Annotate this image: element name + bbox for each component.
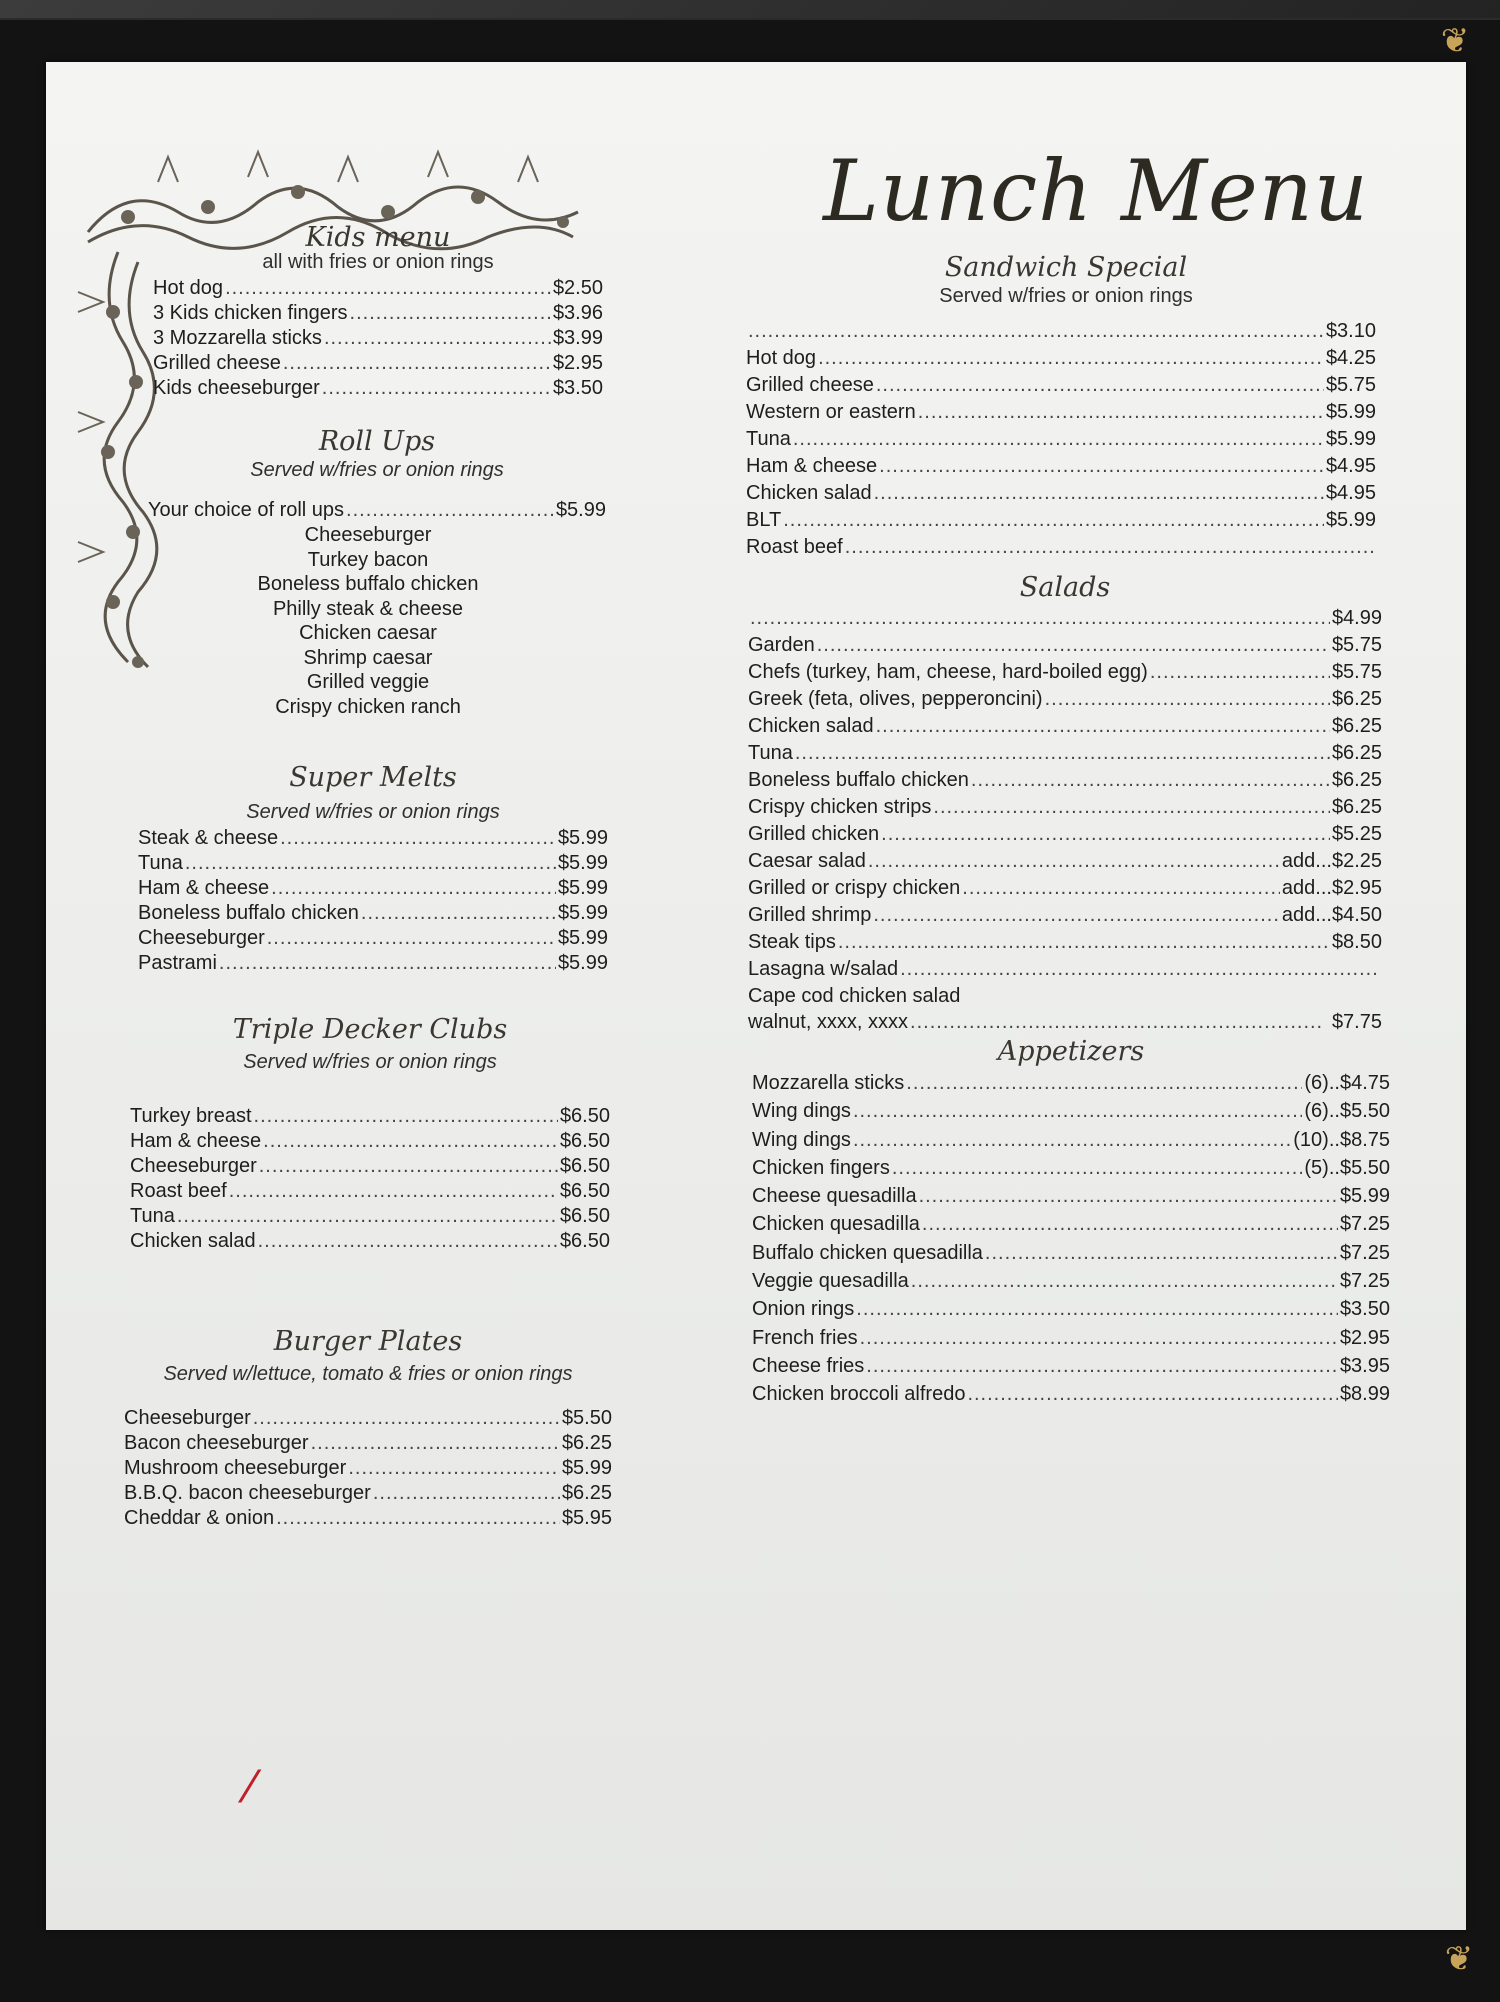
menu-item: Crispy chicken strips ..... $6.25 [748,794,1382,821]
appetizers-section [752,1036,1390,1409]
kids-section [153,222,603,401]
menu-item: French fries ..... $2.95 [752,1324,1390,1352]
appetizers-heading: Appetizers [997,1036,1145,1067]
rollup-choice: Grilled veggie [306,671,430,693]
menu-item: Wing dings ..... (6)..$5.50 [752,1097,1390,1125]
menu-item: Mushroom cheeseburger ..... $5.99 [124,1456,612,1481]
menu-item: Cheddar & onion ..... $5.95 [124,1506,612,1531]
menu-item: ..... $4.99 [748,605,1382,632]
melts-heading: Super Melts [289,762,457,793]
menu-item: Grilled cheese ..... $2.95 [153,351,603,376]
menu-item: Kids cheeseburger ..... $3.50 [153,376,603,401]
clubs-heading: Triple Decker Clubs [232,1014,508,1045]
menu-item: BLT ..... $5.99 [746,507,1376,534]
menu-item: Cheeseburger ..... $6.50 [130,1154,610,1179]
cape-cod-name: Cape cod chicken salad [748,985,961,1007]
rollup-choice: Crispy chicken ranch [275,695,461,718]
melts-section [138,762,608,976]
menu-item: Greek (feta, olives, pepperoncini) ..... $6.25 [748,686,1382,713]
rollup-choice: Turkey bacon [307,548,429,571]
menu-item: Garden ..... $5.75 [748,632,1382,659]
rollup-choice: Philly steak & cheese [272,597,464,620]
menu-item: Tuna ..... $6.50 [130,1204,610,1229]
kids-subtitle: all with fries or onion rings [262,251,494,273]
menu-item: Chicken salad ..... $6.25 [748,713,1382,740]
menu-item: Hot dog ..... $2.50 [153,276,603,301]
menu-item: Cheese fries ..... $3.95 [752,1352,1390,1380]
menu-item: Mozzarella sticks ..... (6)..$4.75 [752,1069,1390,1097]
rollups-subtitle: Served w/fries or onion rings [250,459,504,481]
menu-item: Western or eastern ..... $5.99 [746,399,1376,426]
rollup-choice: Shrimp caesar [303,646,433,669]
menu-item: Boneless buffalo chicken ..... $6.25 [748,767,1382,794]
menu-item: Chicken quesadilla ..... $7.25 [752,1210,1390,1238]
sandwich-section [746,252,1376,561]
melts-subtitle: Served w/fries or onion rings [246,801,500,823]
menu-item: Chicken broccoli alfredo ..... $8.99 [752,1380,1390,1408]
rollups-section [148,426,606,719]
clubs-section [130,1014,610,1254]
salads-section [748,572,1382,1036]
menu-item: Tuna ..... $6.25 [748,740,1382,767]
menu-item: 3 Kids chicken fingers ..... $3.96 [153,301,603,326]
rollup-choice: Cheeseburger [304,524,432,546]
menu-item: Pastrami ..... $5.99 [138,951,608,976]
menu-item: Onion rings ..... $3.50 [752,1295,1390,1323]
sandwich-subtitle: Served w/fries or onion rings [939,285,1193,307]
menu-item: Chicken salad ..... $4.95 [746,480,1376,507]
menu-item: B.B.Q. bacon cheeseburger ..... $6.25 [124,1481,612,1506]
menu-item: Caesar salad ..... add...$2.25 [748,848,1382,875]
menu-item: Wing dings ..... (10)..$8.75 [752,1126,1390,1154]
menu-item: Buffalo chicken quesadilla ..... $7.25 [752,1239,1390,1267]
menu-item: Grilled shrimp ..... add...$4.50 [748,902,1382,929]
menu-item: Ham & cheese ..... $5.99 [138,876,608,901]
sandwich-heading: Sandwich Special [944,252,1188,283]
menu-item: Boneless buffalo chicken ..... $5.99 [138,901,608,926]
menu-item: Grilled cheese ..... $5.75 [746,372,1376,399]
menu-item: walnut, xxxx, xxxx ..... $7.75 [748,1009,1382,1036]
menu-item: Steak tips ..... $8.50 [748,929,1382,956]
menu-item: Ham & cheese ..... $6.50 [130,1129,610,1154]
menu-item: Veggie quesadilla ..... $7.25 [752,1267,1390,1295]
menu-item: Tuna ..... $5.99 [746,426,1376,453]
menu-item: 3 Mozzarella sticks ..... $3.99 [153,326,603,351]
menu-item: Tuna ..... $5.99 [138,851,608,876]
clubs-subtitle: Served w/fries or onion rings [243,1051,497,1073]
burgers-heading: Burger Plates [273,1326,463,1357]
menu-item: Cheeseburger ..... $5.50 [124,1406,612,1431]
rollup-choice: Chicken caesar [299,622,437,644]
brass-corner-icon: ❦ [1440,22,1470,60]
menu-item: Ham & cheese ..... $4.95 [746,453,1376,480]
menu-item: Cheese quesadilla ..... $5.99 [752,1182,1390,1210]
kids-heading: Kids menu [305,222,451,253]
burgers-subtitle: Served w/lettuce, tomato & fries or onion rings [163,1363,573,1385]
salads-heading: Salads [1019,572,1111,603]
menu-item: Your choice of roll ups ..... $5.99 [148,498,606,523]
brass-corner-icon: ❦ [1444,1940,1474,1978]
red-pen-mark: ⁄ [246,1762,254,1813]
menu-item: Chicken fingers ..... (5)..$5.50 [752,1154,1390,1182]
menu-item: Chicken salad ..... $6.50 [130,1229,610,1254]
menu-item: ..... $3.10 [746,318,1376,345]
menu-item: Grilled chicken ..... $5.25 [748,821,1382,848]
menu-item: Chefs (turkey, ham, cheese, hard-boiled egg) ..... $5.75 [748,659,1382,686]
menu-item: Roast beef ..... $6.50 [130,1179,610,1204]
menu-item: Steak & cheese ..... $5.99 [138,826,608,851]
menu-item: Grilled or crispy chicken ..... add...$2.95 [748,875,1382,902]
menu-item: Hot dog ..... $4.25 [746,345,1376,372]
menu-item: Roast beef ..... [746,534,1376,561]
menu-item: Bacon cheeseburger ..... $6.25 [124,1431,612,1456]
menu-page [46,62,1466,1930]
burgers-section [124,1326,612,1531]
rollup-choice: Boneless buffalo chicken [257,573,479,595]
menu-item: Cheeseburger ..... $5.99 [138,926,608,951]
menu-item: Lasagna w/salad ..... [748,956,1382,983]
menu-item: Turkey breast ..... $6.50 [130,1104,610,1129]
rollups-heading: Roll Ups [318,426,436,457]
menu-title: Lunch Menu [823,142,1369,240]
